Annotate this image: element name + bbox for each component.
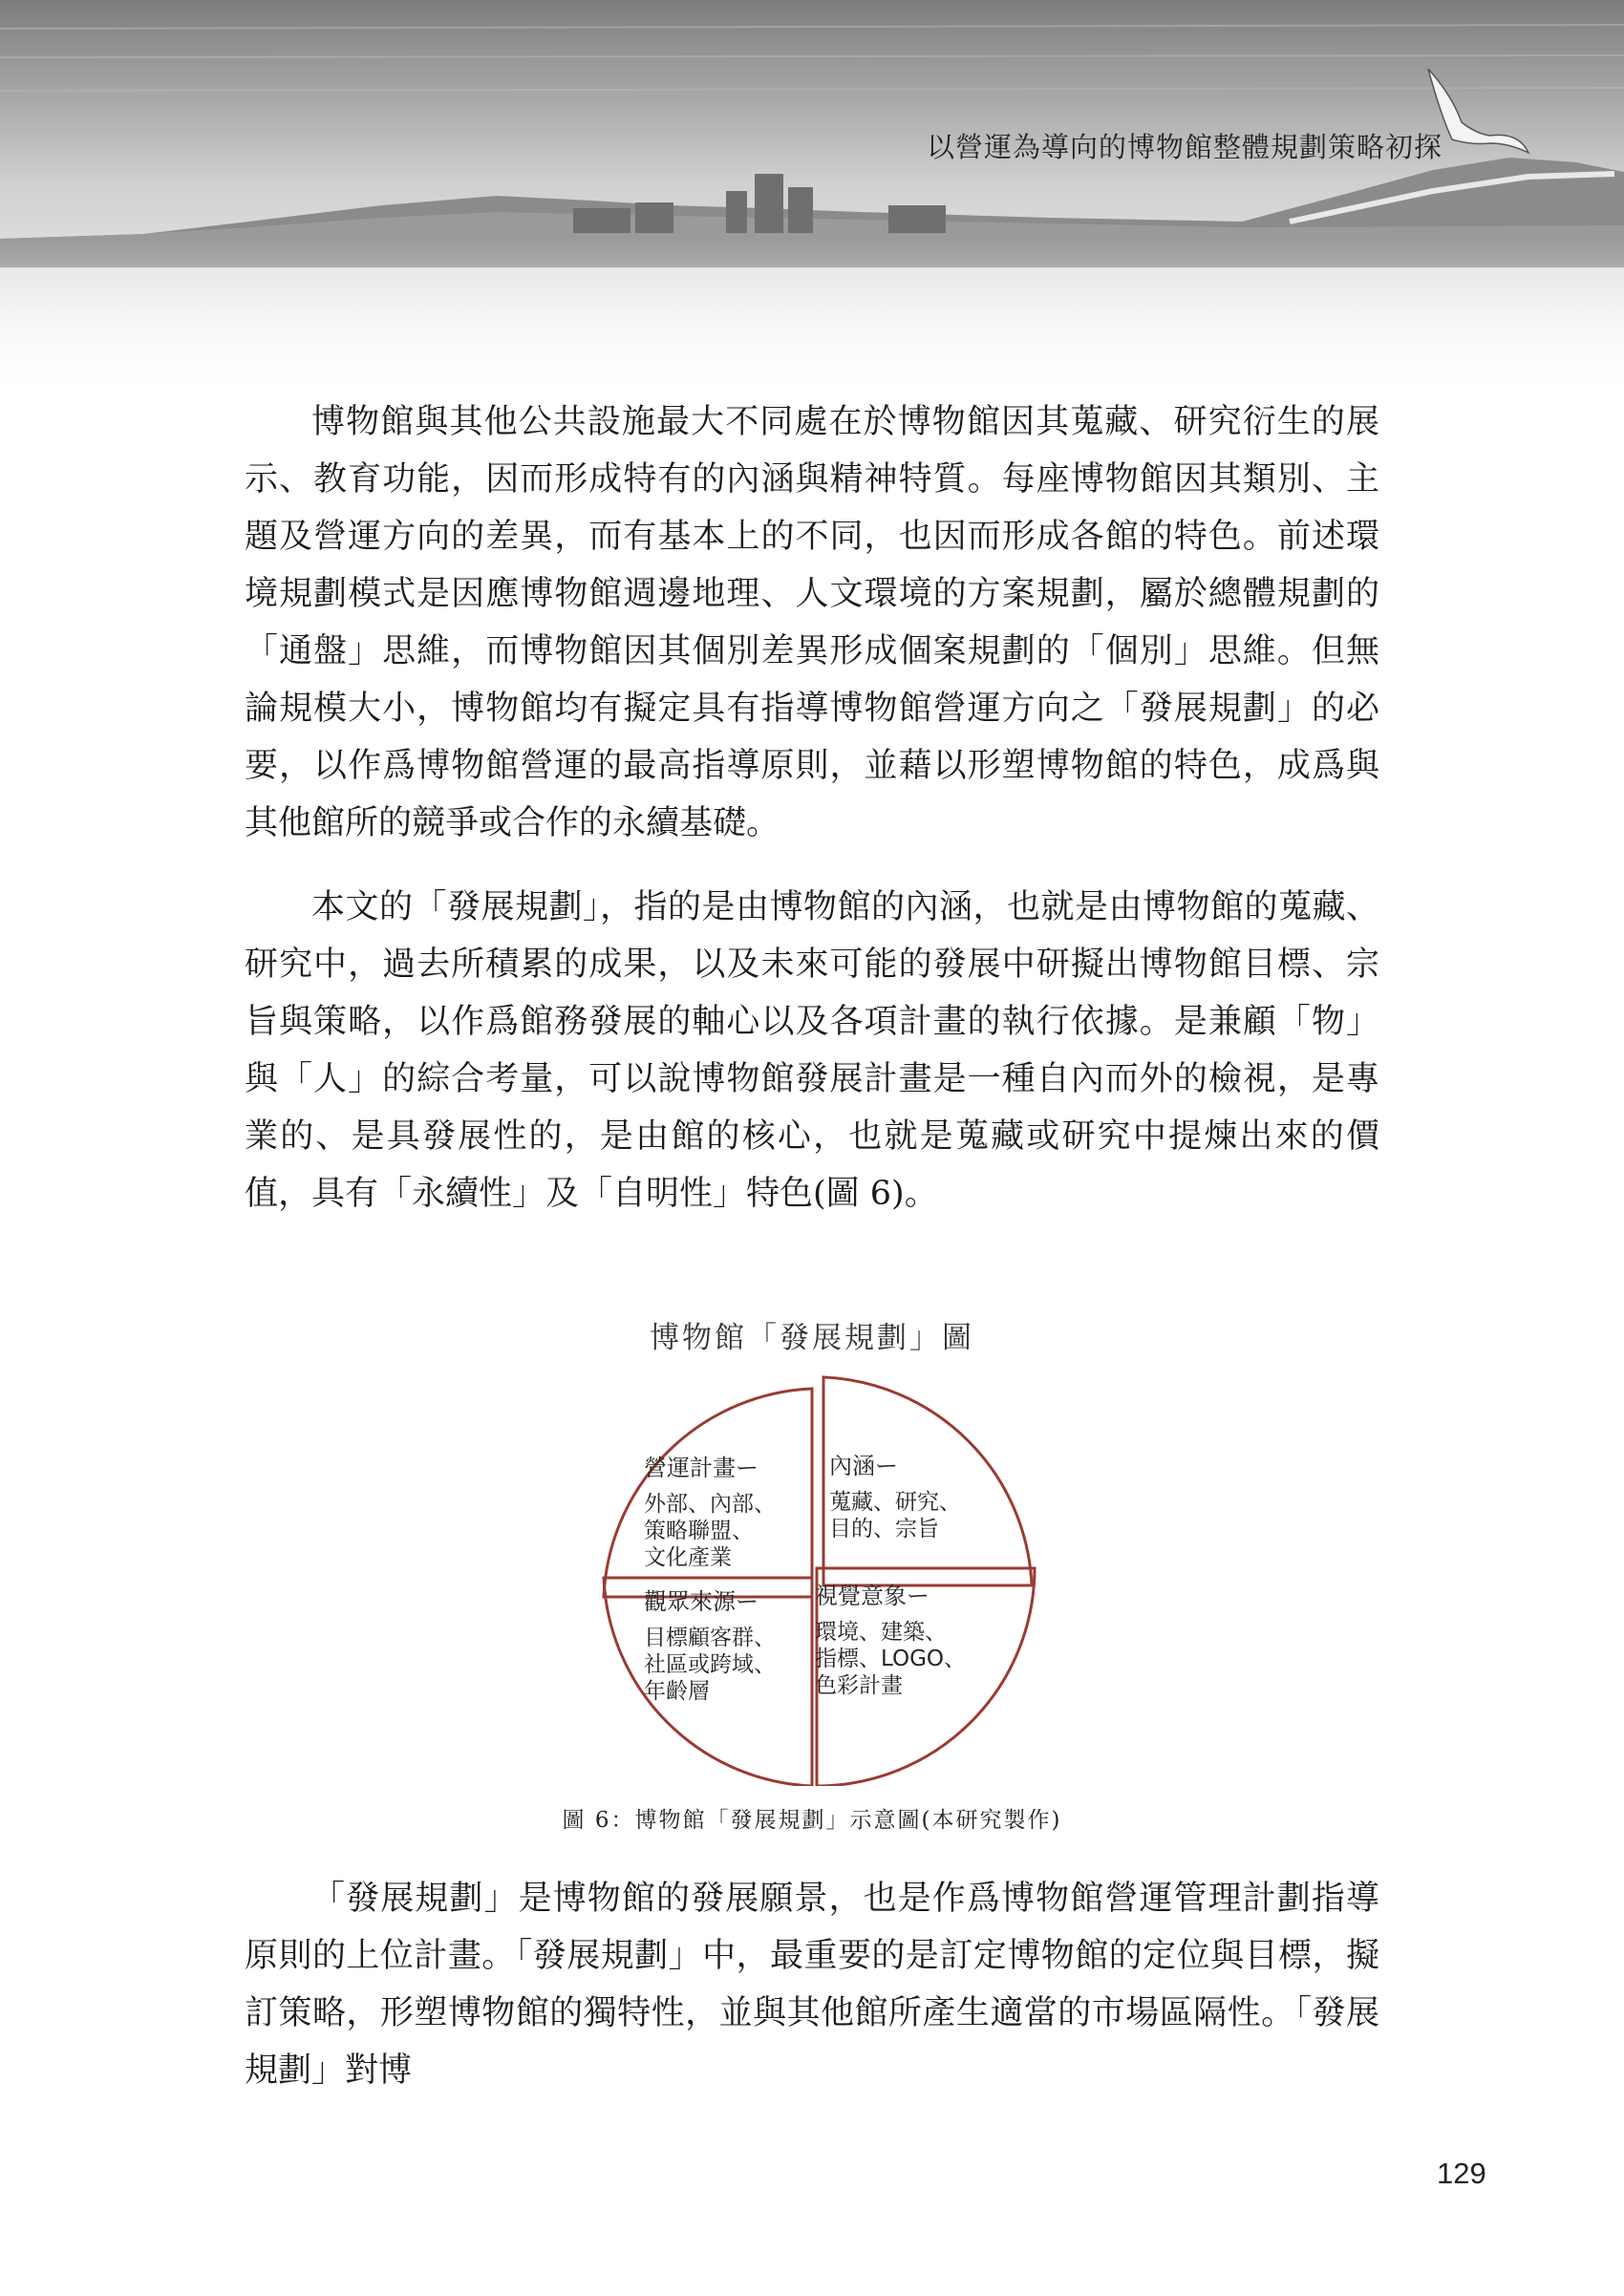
quadrant-top-left: [644, 1455, 776, 1571]
quadrant-top-right-line: 蒐藏、研究、: [829, 1490, 961, 1515]
quadrant-bottom-right-heading: 視覺意象ー: [815, 1583, 930, 1609]
development-plan-diagram: [583, 1366, 1041, 1786]
quadrant-top-left-line: 文化產業: [644, 1545, 732, 1570]
quadrant-bottom-left-line: 目標顧客群、: [644, 1626, 776, 1650]
body-text-top: [245, 393, 1379, 1222]
quadrant-top-right-line: 目的、宗旨: [829, 1517, 939, 1541]
quadrant-bottom-right-line: 環境、建築、: [815, 1620, 947, 1645]
quadrant-top-right-heading: 內涵ー: [829, 1453, 898, 1479]
quadrant-bottom-right-line: 色彩計畫: [815, 1673, 903, 1698]
figure-title: 博物館「發展規劃」圖: [650, 1321, 974, 1355]
quadrant-top-right: [829, 1453, 961, 1542]
quadrant-bottom-left: [644, 1588, 776, 1705]
quadrant-bottom-left-line: 年齡層: [644, 1679, 710, 1704]
quadrant-bottom-left-line: 社區或跨域、: [644, 1652, 776, 1677]
quadrant-top-left-line: 外部、內部、: [644, 1492, 776, 1517]
quadrant-top-left-line: 策略聯盟、: [644, 1519, 754, 1543]
running-header-title: 以營運為導向的博物館整體規劃策略初探: [926, 131, 1442, 163]
quadrant-bottom-right-line: 指標、LOGO、: [815, 1647, 967, 1671]
paragraph-2: 本文的「發展規劃」，指的是由博物館的內涵，也就是由博物館的蒐藏、研究中，過去所積累的成果，以及未來可能的發展中研擬出博物館目標、宗旨與策略，以作爲館務發展的軸心以及各項計畫的執行依據。是兼顧「物」與「人」的綜合考量，可以說博物館發展計畫是一種自內而外的檢視，是專業的、是具發展性的，是由館的核心，也就是蒐藏或研究中提煉出來的價值，具有「永續性」及「自明性」特色(圖 6)。: [245, 888, 1379, 1213]
paragraph-3: 「發展規劃」是博物館的發展願景，也是作爲博物館營運管理計劃指導原則的上位計畫。「發展規劃」中，最重要的是訂定博物館的定位與目標，擬訂策略，形塑博物館的獨特性，並與其他館所產生適當的市場區隔性。「發展規劃」對博: [245, 1880, 1379, 2090]
quadrant-bottom-left-heading: 觀眾來源ー: [644, 1588, 759, 1615]
header-banner-image: [0, 0, 1624, 401]
quadrant-top-left-heading: 營運計畫ー: [644, 1455, 759, 1481]
figure-caption: 圖 6：博物館「發展規劃」示意圖(本研究製作): [562, 1808, 1062, 1833]
page-number: 129: [1437, 2157, 1486, 2190]
quadrant-bottom-right: [815, 1583, 966, 1699]
paragraph-1: 博物館與其他公共設施最大不同處在於博物館因其蒐藏、研究衍生的展示、教育功能，因而形成特有的內涵與精神特質。每座博物館因其類別、主題及營運方向的差異，而有基本上的不同，也因而形成各館的特色。前述環境規劃模式是因應博物館週邊地理、人文環境的方案規劃，屬於總體規劃的「通盤」思維，而博物館因其個別差異形成個案規劃的「個別」思維。但無論規模大小，博物館均有擬定具有指導博物館營運方向之「發展規劃」的必要，以作爲博物館營運的最高指導原則，並藉以形塑博物館的特色，成爲與其他館所的競爭或合作的永續基礎。: [245, 403, 1379, 842]
body-text-bottom: [245, 1870, 1379, 2099]
